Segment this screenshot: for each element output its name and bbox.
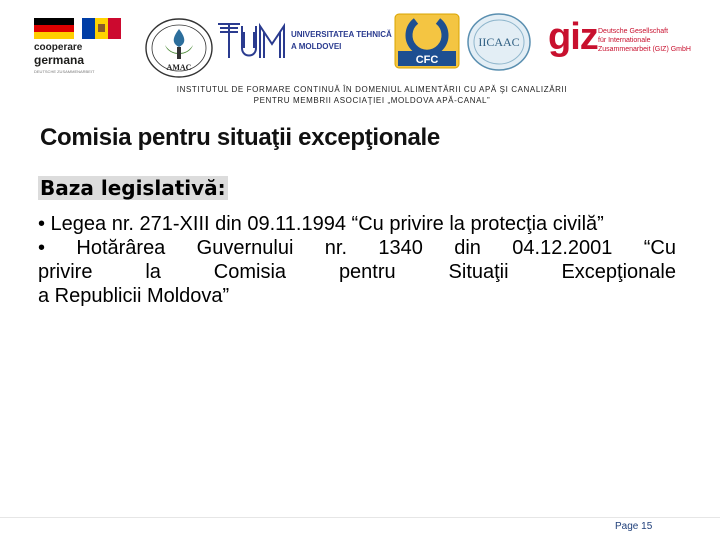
law-item-1: • Legea nr. 271-XIII din 09.11.1994 “Cu privire la protecţia civilă” [38, 213, 604, 235]
giz-name-line1: Deutsche Gesellschaft [598, 28, 669, 35]
giz-name-line2: für Internationale [598, 37, 651, 44]
law-item-2-line-2: privire la Comisia pentru Situaţii Excepţionale [38, 261, 676, 283]
cfc-text: CFC [415, 54, 439, 66]
footer-divider [0, 517, 720, 518]
iicaac-logo [466, 12, 532, 72]
institute-line-1: INSTITUTUL DE FORMARE CONTINUĂ ÎN DOMENIUL ALIMENTĂRII CU APĂ ŞI CANALIZĂRII [176, 85, 568, 94]
giz-mark: giz [548, 16, 598, 58]
utm-logo [216, 18, 391, 62]
cooperare-text: cooperare [34, 42, 83, 53]
cfc-logo [394, 13, 460, 69]
cooperare-subtext: DEUTSCHE ZUSAMMENARBEIT [34, 69, 95, 74]
giz-logo [548, 16, 691, 74]
institute-line-2: PENTRU MEMBRII ASOCIAŢIEI „MOLDOVA APĂ-CANAL” [253, 96, 491, 105]
amac-logo [143, 17, 215, 79]
flags-icon [34, 18, 122, 40]
body-text [38, 212, 676, 308]
law-item-2-line-1: • Hotărârea Guvernului nr. 1340 din 04.12.2001 “Cu [38, 237, 676, 259]
utm-name-line1: UNIVERSITATEA TEHNICĂ [291, 30, 392, 39]
slide-title: Comisia pentru situaţii excepţionale [40, 124, 440, 151]
giz-name-line3: Zusammenarbeit (GIZ) GmbH [598, 46, 691, 53]
utm-mark-icon [216, 18, 288, 62]
logo-bar [0, 0, 720, 84]
law-item-2-line-3: a Republicii Moldova” [38, 285, 230, 307]
iicaac-text: IICAAC [478, 35, 520, 49]
cooperare-germana-logo [34, 18, 122, 78]
germana-text: germana [34, 53, 85, 67]
amac-text: AMAC [166, 63, 192, 72]
utm-name-line2: A MOLDOVEI [291, 42, 342, 51]
section-subtitle: Baza legislativă: [40, 176, 226, 200]
page-number: Page 15 [615, 521, 653, 532]
